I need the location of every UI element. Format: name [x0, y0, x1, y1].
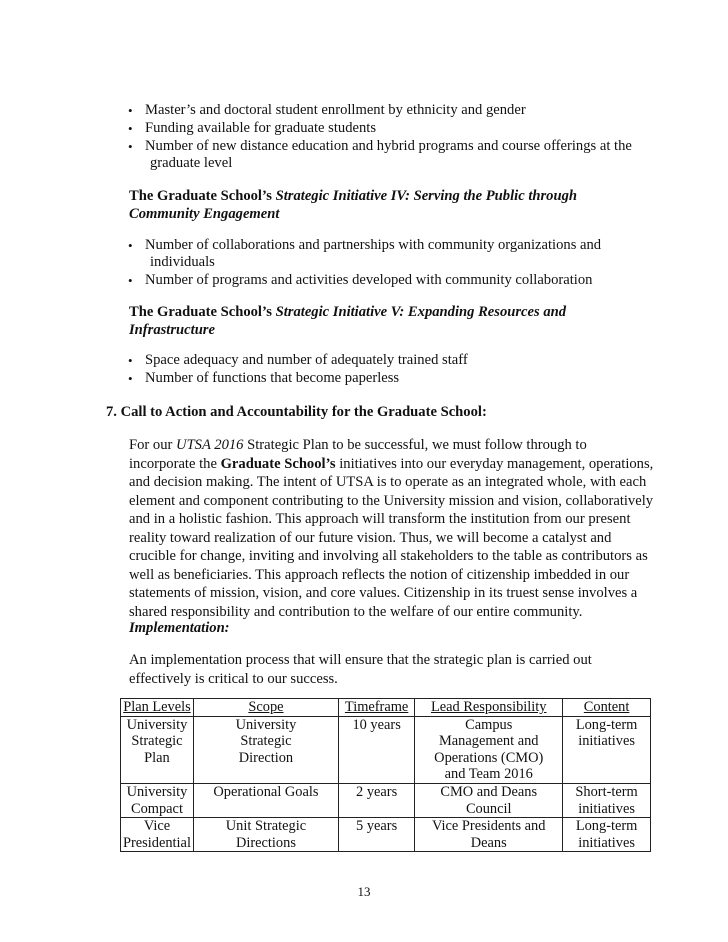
column-header: Lead Responsibility [415, 699, 563, 717]
metrics-list-v [108, 352, 648, 388]
table-cell: Operational Goals [193, 783, 338, 817]
call-to-action-paragraph: For our UTSA 2016 Strategic Plan to be successful, we must follow through to incorporate the Graduate School’s initiatives into our everyday management, operations, and decision making. The intent of UTSA is to operate as an integrated whole, with each element and component contributing to the University mission and vision, collaboratively and in a holistic fashion. This approach will transform the institution from our present reality toward realization of our future vision. Thus, we will become a catalyst and crucible for change, inviting and involving all stakeholders to the table as contributors as well as beneficiaries. This approach reflects the notion of citizenship imbedded in our statements of mission, vision, and core values. Citizenship in its truest sense involves a shared responsibility and contribution to the welfare of our entire community. [129, 437, 654, 620]
table-row [121, 818, 651, 852]
table-cell: Vice Presidential [121, 818, 194, 852]
table-cell: CMO and Deans Council [415, 783, 563, 817]
list-item: • Number of new distance education and hybrid programs and course offerings at the graduate level [108, 138, 648, 172]
column-header: Content [563, 699, 651, 717]
table-cell: University Compact [121, 783, 194, 817]
list-item: • Number of functions that become paperless [108, 370, 648, 387]
table-cell: University Strategic Direction [193, 716, 338, 783]
list-item: • Funding available for graduate students [108, 120, 648, 137]
plan-levels-table [120, 698, 651, 852]
table-cell: 2 years [338, 783, 414, 817]
table-cell: 10 years [338, 716, 414, 783]
list-item: • Number of programs and activities developed with community collaboration [108, 272, 648, 289]
initiative-v-heading: The Graduate School’s Strategic Initiative V: Expanding Resources and Infrastructure [129, 304, 567, 338]
table-cell: Vice Presidents and Deans [415, 818, 563, 852]
column-header: Timeframe [338, 699, 414, 717]
table-cell: University Strategic Plan [121, 716, 194, 783]
implementation-paragraph: An implementation process that will ensure that the strategic plan is carried out effectively is critical to our success. [129, 652, 592, 687]
list-item: • Space adequacy and number of adequately trained staff [108, 352, 648, 369]
table-cell: Unit Strategic Directions [193, 818, 338, 852]
metrics-list-iii [108, 102, 648, 173]
list-item: • Master’s and doctoral student enrollment by ethnicity and gender [108, 102, 648, 119]
table-cell: Long-term initiatives [563, 716, 651, 783]
implementation-heading: Implementation: [129, 620, 230, 636]
section-7-title: 7. Call to Action and Accountability for the Graduate School: [106, 404, 487, 420]
metrics-list-iv [108, 237, 648, 290]
table-cell: Campus Management and Operations (CMO) and Team 2016 [415, 716, 563, 783]
table-cell: 5 years [338, 818, 414, 852]
list-item-continuation: individuals [150, 254, 215, 270]
initiative-iv-heading: The Graduate School’s Strategic Initiative IV: Serving the Public through Community Engagement [129, 188, 577, 222]
table-row [121, 783, 651, 817]
page-number: 13 [357, 884, 371, 899]
list-item-continuation: graduate level [150, 155, 233, 171]
list-item: • Number of collaborations and partnerships with community organizations and individuals [108, 237, 648, 271]
table-header-row [121, 699, 651, 717]
column-header: Scope [193, 699, 338, 717]
table-cell: Short-term initiatives [563, 783, 651, 817]
table-cell: Long-term initiatives [563, 818, 651, 852]
column-header: Plan Levels [121, 699, 194, 717]
table-row [121, 716, 651, 783]
